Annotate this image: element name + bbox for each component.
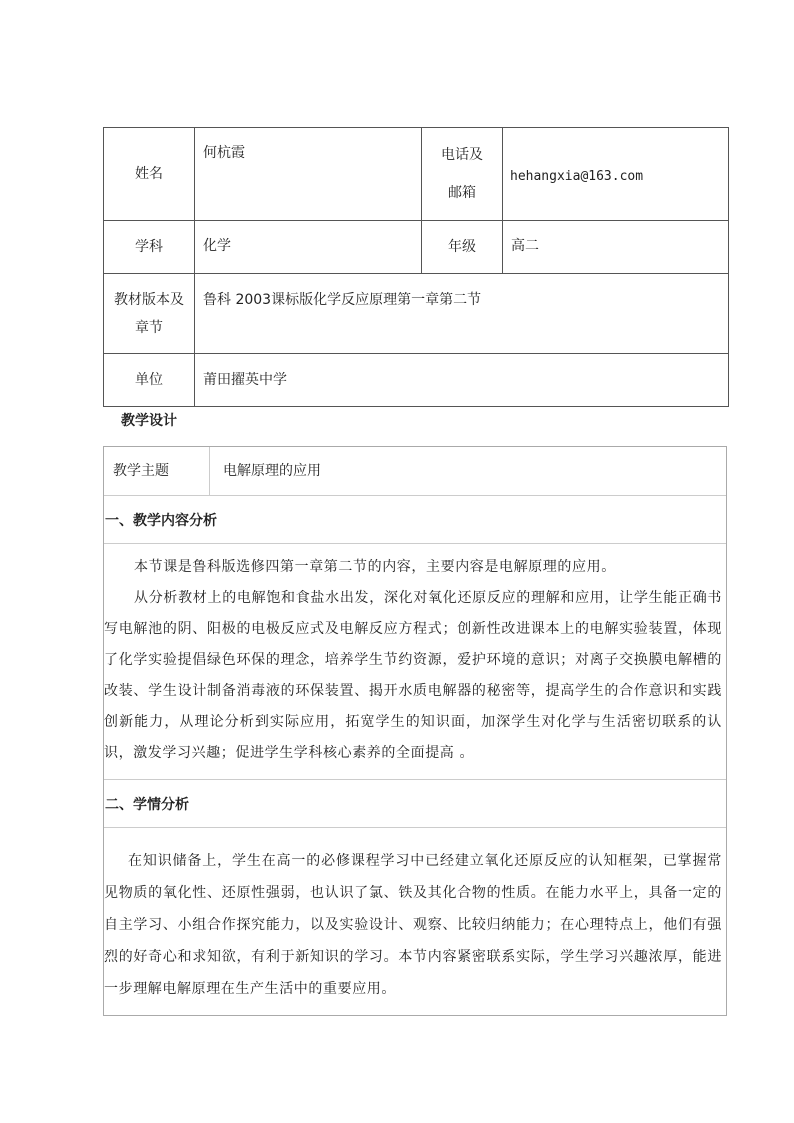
learner-analysis-paragraph: 在知识储备上，学生在高一的必修课程学习中已经建立氧化还原反应的认知框架，已掌握常见物质的氧化性、还原性强弱，也认识了氯、铁及其化合物的性质。在能力水平上，具备一定的自主学习、小组合作探究能力，以及实验设计、观察、比较归纳能力；在心理特点上，他们有强烈的好奇心和求知欲，有利于新知识的学习。本节内容紧密联系实际，学生学习兴趣浓厚，能进一步理解电解原理在生产生活中的重要应用。 [104,853,722,997]
topic-label: 教学主题 [104,447,210,495]
unit-value: 莆田擢英中学 [195,354,729,407]
teacher-info-table [103,127,729,407]
content-analysis-body [104,543,726,779]
learner-analysis-title: 二、学情分析 [104,779,726,827]
grade-label: 年级 [422,221,503,274]
info-row-textbook [104,274,729,354]
textbook-label-line2: 章节 [135,319,163,336]
contact-label-line1: 电话及 [441,147,483,163]
teaching-design-heading: 教学设计 [121,413,177,429]
info-row-unit [104,354,729,407]
textbook-label-line1: 教材版本及 [114,291,184,308]
info-row-subject [104,221,729,274]
content-analysis-title: 一、教学内容分析 [104,495,726,543]
subject-value: 化学 [195,221,422,274]
content-analysis-paragraph-1: 本节课是鲁科版选修四第一章第二节的内容，主要内容是电解原理的应用。 [134,559,616,575]
contact-label-line2: 邮箱 [448,185,476,201]
textbook-value: 鲁科 2003课标版化学反应原理第一章第二节 [195,274,729,354]
name-label: 姓名 [104,128,195,221]
grade-value: 高二 [503,221,729,274]
teaching-design-table [103,446,727,1016]
contact-label [422,128,503,221]
learner-analysis-body [104,827,726,1015]
unit-label: 单位 [104,354,195,407]
topic-value: 电解原理的应用 [223,463,321,479]
name-value: 何杭霞 [195,128,422,221]
content-analysis-paragraph-2: 从分析教材上的电解饱和食盐水出发，深化对氧化还原反应的理解和应用，让学生能正确书写电解池的阴、阳极的电极反应式及电解反应方程式；创新性改进课本上的电解实验装置，体现了化学实验提倡绿色环保的理念，培养学生节约资源，爱护环境的意识；对离子交换膜电解槽的改装、学生设计制备消毒液的环保装置、揭开水质电解器的秘密等，提高学生的合作意识和实践创新能力，从理论分析到实际应用，拓宽学生的知识面，加深学生对化学与生活密切联系的认识，激发学习兴趣；促进学生学科核心素养的全面提高 。 [104,590,722,761]
topic-row [104,447,726,495]
textbook-label [104,274,195,354]
info-row-name [104,128,729,221]
subject-label: 学科 [104,221,195,274]
contact-value: hehangxia@163.com [503,128,729,221]
